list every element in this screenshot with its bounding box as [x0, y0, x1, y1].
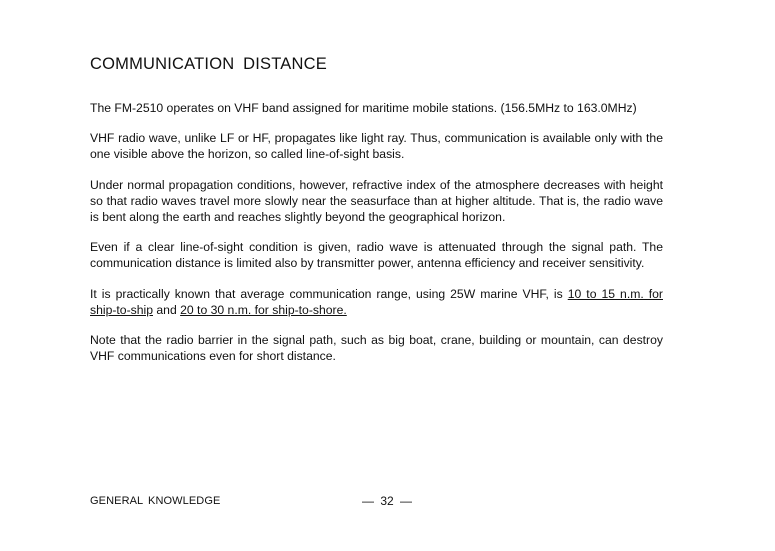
paragraph-attenuation: Even if a clear line-of-sight condition is given, radio wave is attenuated through the signal path. The communication distance is limited also by transmitter power, antenna efficiency and receiver sensitivity.: [90, 240, 663, 271]
paragraph-vhf-band: The FM-2510 operates on VHF band assigned for maritime mobile stations. (156.5MHz to 163.0MHz): [90, 101, 637, 115]
page-body: [90, 100, 663, 378]
page-title: COMMUNICATION DISTANCE: [90, 55, 327, 73]
ship-to-ship-range: 10 to 15 n.m. for ship-to-ship: [90, 286, 663, 317]
paragraph-line-of-sight: VHF radio wave, unlike LF or HF, propagates like light ray. Thus, communication is available only with the one visible above the horizon, so called line-of-sight basis.: [90, 131, 663, 162]
ship-to-shore-range: 20 to 30 n.m. for ship-to-shore.: [180, 302, 347, 317]
range-and-text: and: [153, 302, 181, 317]
range-intro-text: It is practically known that average communication range, using 25W marine VHF, is: [90, 286, 568, 301]
footer-section-label: GENERAL KNOWLEDGE: [90, 495, 221, 507]
paragraph-range: [90, 286, 663, 318]
paragraph-refraction: Under normal propagation conditions, however, refractive index of the atmosphere decreases with height so that radio waves travel more slowly near the seasurface than at higher altitude. That is, the radio wave is bent along the earth and reaches slightly beyond the geographical horizon.: [90, 177, 663, 225]
page-number: — 32 —: [362, 494, 413, 508]
paragraph-radio-barrier: Note that the radio barrier in the signal path, such as big boat, crane, building or mountain, can destroy VHF communications even for short distance.: [90, 333, 663, 364]
